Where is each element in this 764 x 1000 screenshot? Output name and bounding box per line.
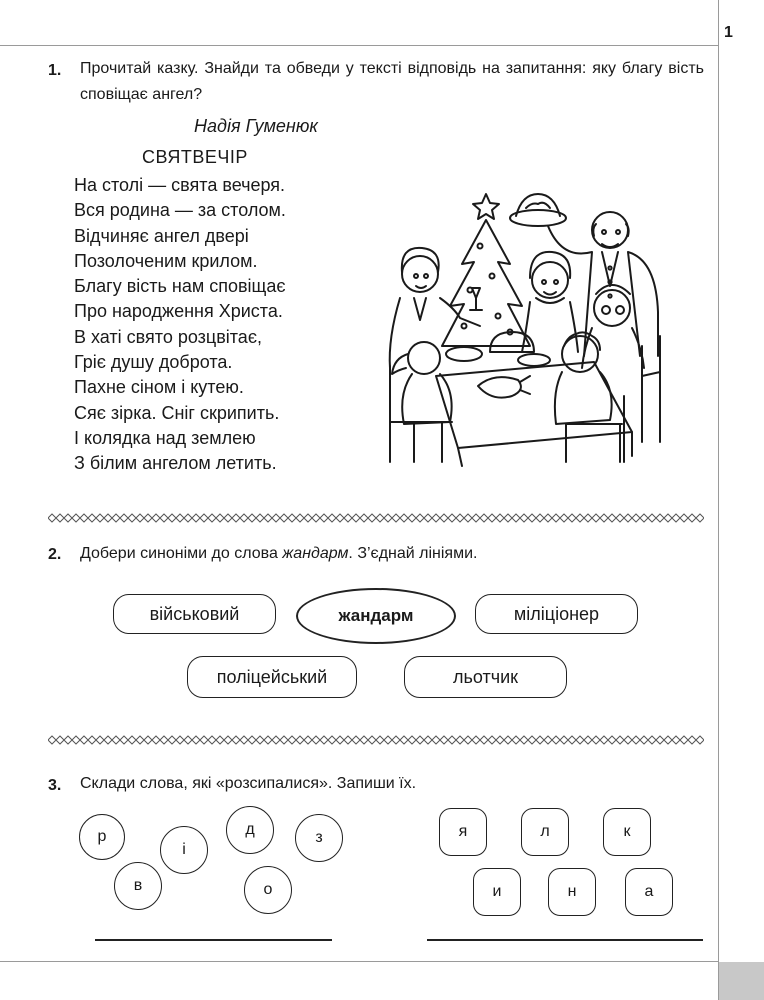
page-number: 1 — [724, 24, 733, 41]
poem-line: Сяє зірка. Сніг скрипить. — [74, 402, 280, 423]
task2-keyword: жандарм — [282, 545, 349, 562]
answer-line-left[interactable] — [95, 939, 332, 941]
task1-instruction: Прочитай казку. Знайди та обведи у тексті відповідь на запитання: яку благу вість сповіщає ангел? — [80, 60, 704, 103]
margin-line — [718, 0, 719, 1000]
letter-circle[interactable]: д — [226, 806, 274, 854]
poem-line: Пахне сіном і кутею. — [74, 377, 244, 398]
poem-line: Гріє душу доброта. — [74, 352, 233, 373]
bottom-rule — [0, 961, 718, 962]
poem-title: СВЯТВЕЧІР — [142, 147, 248, 167]
letter-tile[interactable]: к — [603, 808, 651, 856]
poem-line: Позолоченим крилом. — [74, 250, 258, 271]
letter-tile[interactable]: я — [439, 808, 487, 856]
letter-tile[interactable]: и — [473, 868, 521, 916]
task2-instruction — [80, 541, 700, 567]
letter-circle[interactable]: і — [160, 826, 208, 874]
word-card-pilot[interactable]: льотчик — [404, 656, 567, 698]
poem-author: Надія Гуменюк — [194, 116, 318, 136]
word-card-military[interactable]: військовий — [113, 594, 276, 634]
word-oval-gendarme[interactable]: жандарм — [296, 588, 456, 644]
poem-text — [74, 173, 286, 477]
section-divider — [48, 734, 704, 746]
word-card-policeman[interactable]: поліцейський — [187, 656, 357, 698]
word-card-militiaman[interactable]: міліціонер — [475, 594, 638, 634]
poem-line: Благу вість нам сповіщає — [74, 276, 286, 297]
family-dinner-illustration — [370, 186, 666, 468]
poem-line: Вся родина — за столом. — [74, 200, 286, 221]
letter-circle[interactable]: о — [244, 866, 292, 914]
letter-tile[interactable]: л — [521, 808, 569, 856]
task2-text: Добери синоніми до слова — [80, 545, 283, 562]
letter-tile[interactable]: н — [548, 868, 596, 916]
poem-line: І колядка над землею — [74, 427, 256, 448]
letter-circle[interactable]: з — [295, 814, 343, 862]
task1-number: 1. — [48, 62, 62, 79]
letter-tile[interactable]: а — [625, 868, 673, 916]
task2-text-end: . З’єднай лініями. — [348, 545, 478, 562]
top-rule — [0, 45, 718, 46]
letter-circle[interactable]: р — [79, 814, 125, 860]
answer-line-right[interactable] — [427, 939, 703, 941]
section-divider — [48, 512, 704, 524]
poem-line: На столі — свята вечеря. — [74, 175, 286, 195]
poem-line: Про народження Христа. — [74, 301, 283, 322]
letter-circle[interactable]: в — [114, 862, 162, 910]
poem-line: З білим ангелом летить. — [74, 453, 277, 474]
task3-number: 3. — [48, 777, 62, 794]
page-tab — [719, 962, 764, 1000]
poem-line: Відчиняє ангел двері — [74, 225, 249, 246]
poem-line: В хаті свято розцвітає, — [74, 326, 263, 347]
task2-number: 2. — [48, 546, 62, 563]
task3-instruction: Склади слова, які «розсипалися». Запиши їх. — [80, 775, 417, 792]
